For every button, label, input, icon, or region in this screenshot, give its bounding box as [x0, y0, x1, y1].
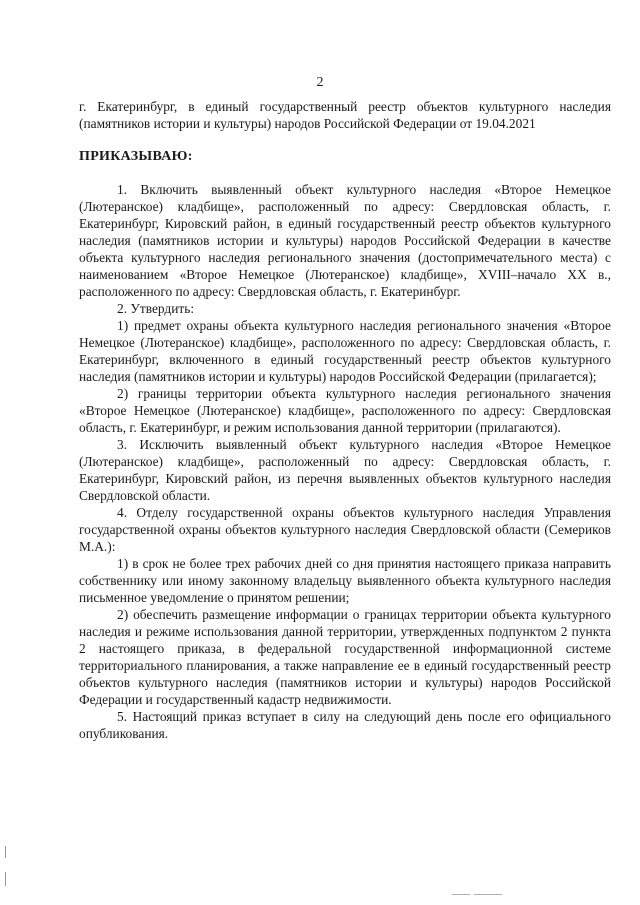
scan-mark-bottom-1 — [452, 894, 470, 895]
clause-3: 3. Исключить выявленный объект культурного наследия «Второе Немецкое (Лютеранское) кладбище», расположенный по адресу: Свердловская область, г. Екатеринбург, Кировский район, из перечня выявленных объектов культурного наследия Свердловской области. — [79, 437, 611, 503]
clause-4-2: 2) обеспечить размещение информации о границах территории объекта культурного наследия и режиме использования данной территории, утвержденных подпунктом 2 пункта 2 настоящего приказа, в федеральной государственной информационной системе территориального планирования, а также направление ее в единый государственный реестр объектов культурного наследия (памятников истории и культуры) народов Российской Федерации и государственный кадастр недвижимости. — [79, 607, 611, 707]
clause-2: 2. Утвердить: — [117, 301, 195, 316]
clause-2-1: 1) предмет охраны объекта культурного наследия регионального значения «Второе Немецкое (Лютеранское) кладбище», расположенного по адресу: Свердловская область, г. Екатеринбург, включенного в единый государственный реестр объектов культурного наследия (памятников истории и культуры) народов Российской Федерации (прилагается); — [79, 318, 611, 384]
clause-1: 1. Включить выявленный объект культурного наследия «Второе Немецкое (Лютеранское) кладбище», расположенный по адресу: Свердловская область, г. Екатеринбург, Кировский район, в единый государственный реестр объектов культурного наследия (памятников истории и культуры) народов Российской Федерации в качестве объекта культурного наследия регионального значения (достопримечательного места) с наименованием «Второе Немецкое (Лютеранское) кладбище», XVIII–начало XX в., расположенного по адресу: Свердловская область, г. Екатеринбург. — [79, 182, 611, 299]
order-body — [79, 181, 611, 742]
intro-paragraph: г. Екатеринбург, в единый государственный реестр объектов культурного наследия (памятников истории и культуры) народов Российской Федерации от 19.04.2021 — [79, 99, 611, 131]
scan-mark-left-2 — [5, 872, 6, 886]
clause-4-1: 1) в срок не более трех рабочих дней со дня принятия настоящего приказа направить собственнику или иному законному владельцу выявленного объекта культурного наследия письменное уведомление о принятом решении; — [79, 556, 611, 605]
order-heading: ПРИКАЗЫВАЮ: — [79, 149, 193, 164]
clause-5: 5. Настоящий приказ вступает в силу на следующий день после его официального опубликования. — [79, 709, 611, 741]
scan-mark-left-1 — [5, 846, 6, 858]
clause-2-2: 2) границы территории объекта культурного наследия регионального значения «Второе Немецкое (Лютеранское) кладбище», расположенного по адресу: Свердловская область, г. Екатеринбург, и режим использования данной территории (прилагаются). — [79, 386, 611, 435]
scan-mark-bottom-2 — [474, 894, 502, 895]
clause-4: 4. Отделу государственной охраны объектов культурного наследия Управления государственной охраны объектов культурного наследия Свердловской области (Семериков М.А.): — [79, 505, 611, 554]
page-number: 2 — [316, 75, 324, 90]
